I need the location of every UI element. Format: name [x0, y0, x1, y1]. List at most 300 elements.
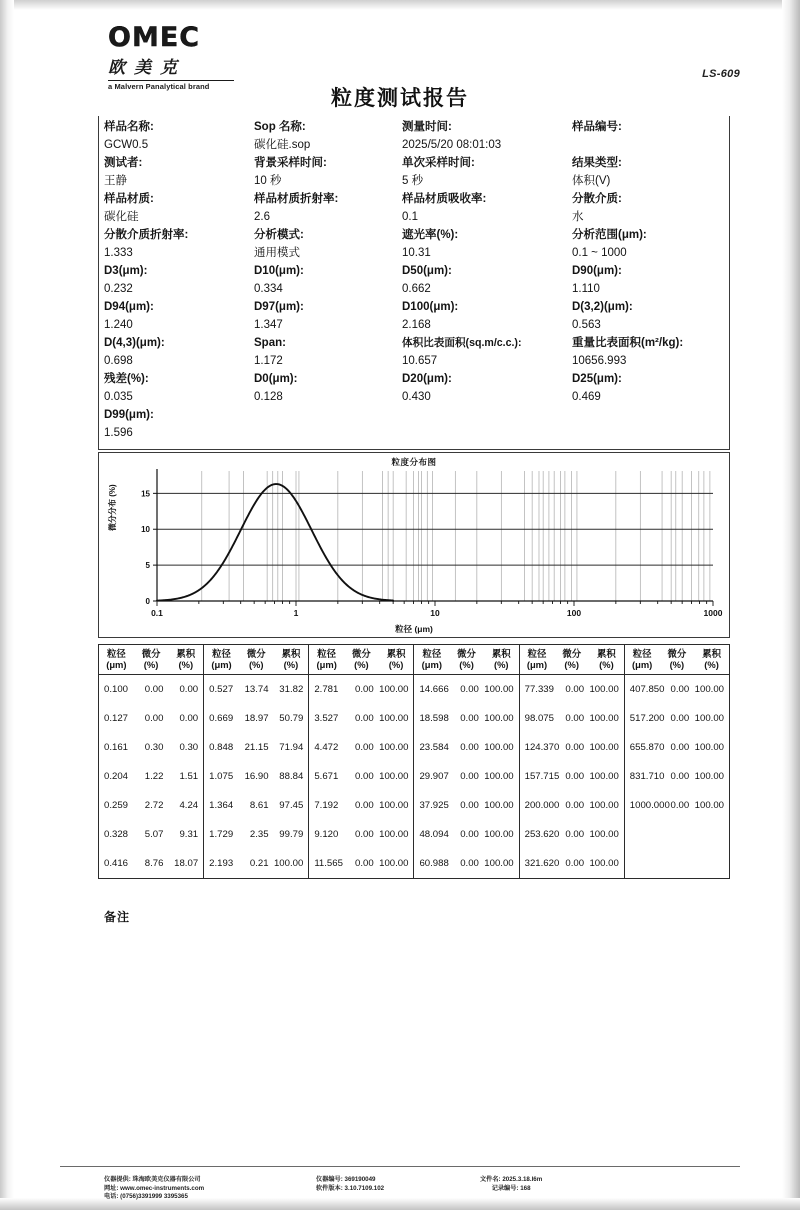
- column-header-text: 粒径: [422, 648, 442, 659]
- cell-size: 23.584: [414, 733, 449, 762]
- column-header-unit: (μm): [316, 659, 337, 670]
- cell-cumulative: 0.30: [179, 742, 199, 753]
- cell-differential: 0.00: [460, 771, 479, 782]
- info-value: 1.110: [572, 283, 600, 295]
- info-label: D0(μm):: [254, 373, 298, 385]
- cell-cumulative: 100.00: [589, 742, 619, 753]
- cell-cumulative: [694, 820, 729, 849]
- info-value: 10656.993: [572, 355, 627, 367]
- info-label: D97(μm):: [254, 301, 304, 313]
- cell-differential: 0.00: [670, 742, 690, 753]
- info-value: 水: [572, 211, 584, 223]
- column-header-text: 微分: [457, 648, 476, 659]
- cell-differential: 0.00: [565, 829, 585, 840]
- cell-cumulative: 100.00: [589, 771, 619, 782]
- info-value: 2.168: [402, 319, 431, 331]
- column-header: [134, 645, 169, 675]
- footer-divider: [60, 1166, 740, 1167]
- column-header-text: 粒径: [212, 648, 231, 659]
- info-value: 10.657: [402, 355, 438, 367]
- cell-differential: 0.00: [355, 713, 374, 724]
- info-value: 0.430: [402, 391, 431, 403]
- info-label: D100(μm):: [402, 301, 459, 313]
- column-header-unit: (%): [564, 659, 579, 670]
- info-label: 单次采样时间:: [402, 157, 475, 169]
- cell-differential: 0.00: [460, 684, 479, 695]
- cell-size: 7.192: [309, 791, 344, 820]
- info-cell: [402, 118, 572, 154]
- info-value: 0.1: [402, 211, 418, 223]
- cell-cumulative: 100.00: [379, 771, 409, 782]
- cell-size: 0.127: [104, 713, 129, 724]
- cell-size: 0.669: [204, 704, 239, 733]
- column-header-unit: (μm): [211, 659, 232, 670]
- footer-phone: 电话: (0756)3391999 3395365: [104, 1193, 188, 1201]
- column-header: [309, 645, 344, 675]
- chart-x-tick-label: 1000: [703, 608, 723, 618]
- company-logo: [108, 24, 308, 91]
- info-cell: [572, 190, 728, 226]
- cell-differential: 0.00: [670, 684, 690, 695]
- cell-cumulative: 100.00: [589, 684, 619, 695]
- cell-cumulative: 100.00: [589, 800, 619, 811]
- cell-cumulative: 100.00: [379, 742, 409, 753]
- info-label: 分析模式:: [254, 229, 304, 241]
- footer-software-version: 软件版本: 3.10.7109.102: [316, 1184, 385, 1192]
- paper-edge-top: [0, 0, 800, 10]
- cell-differential: 0.30: [144, 742, 164, 753]
- info-label: D3(μm):: [104, 265, 148, 277]
- cell-size: 0.259: [104, 800, 129, 811]
- info-value: 1.596: [104, 427, 133, 439]
- cell-differential: 0.00: [670, 713, 690, 724]
- info-value: 通用模式: [254, 247, 300, 259]
- info-cell: [254, 334, 402, 370]
- column-header-text: 累积: [176, 648, 196, 659]
- cell-size: 0.161: [104, 742, 129, 753]
- info-value: 0.334: [254, 283, 283, 295]
- info-label: [402, 406, 570, 424]
- cell-size: 200.000: [519, 791, 554, 820]
- info-label: D90(μm):: [572, 265, 622, 277]
- column-header-unit: (%): [493, 659, 509, 670]
- cell-cumulative: 100.00: [484, 713, 514, 724]
- info-value: [572, 424, 726, 442]
- cell-differential: 21.15: [244, 742, 269, 753]
- cell-cumulative: 100.00: [589, 858, 619, 869]
- info-value: 10.31: [402, 247, 431, 259]
- info-cell: [402, 154, 572, 190]
- info-label: 背景采样时间:: [254, 157, 327, 169]
- info-label: 样品材质折射率:: [254, 193, 339, 205]
- info-label: 测试者:: [104, 157, 143, 169]
- cell-size: 831.710: [624, 762, 659, 791]
- cell-size: 0.416: [104, 858, 129, 869]
- chart-x-tick-label: 100: [566, 608, 582, 618]
- cell-size: 9.120: [309, 820, 344, 849]
- column-header: [344, 645, 379, 675]
- column-header: [239, 645, 274, 675]
- info-value: 0.232: [104, 283, 133, 295]
- cell-size: 2.781: [309, 675, 344, 705]
- cell-cumulative: [694, 849, 729, 879]
- info-label: D(3,2)(μm):: [572, 301, 633, 313]
- cell-size: 0.100: [104, 684, 129, 695]
- cell-cumulative: 100.00: [379, 713, 409, 724]
- cell-cumulative: 100.00: [273, 858, 304, 869]
- cell-size: 48.094: [414, 820, 449, 849]
- info-cell: [402, 226, 572, 262]
- chart-x-tick-label: 1: [293, 608, 299, 618]
- cell-differential: 8.76: [144, 858, 164, 869]
- cell-cumulative: 100.00: [484, 742, 514, 753]
- cell-cumulative: 100.00: [379, 800, 409, 811]
- column-header: [484, 645, 519, 675]
- column-header-text: 微分: [352, 648, 371, 659]
- info-value: 2025/5/20 08:01:03: [402, 139, 502, 151]
- info-cell: [104, 226, 254, 262]
- info-label: 重量比表面积(m²/kg):: [572, 337, 684, 349]
- column-header-unit: (%): [388, 659, 404, 670]
- distribution-table-wrap: [98, 644, 730, 879]
- info-cell: [104, 334, 254, 370]
- column-header: [449, 645, 484, 675]
- info-value: 10 秒: [254, 175, 282, 187]
- footer-company-info: [104, 1176, 204, 1202]
- column-header-text: 微分: [141, 648, 161, 659]
- cell-differential: 0.00: [460, 858, 479, 869]
- info-label: D25(μm):: [572, 373, 622, 385]
- cell-size: 2.193: [204, 849, 239, 879]
- cell-differential: 0.00: [355, 771, 374, 782]
- info-cell: [254, 190, 402, 226]
- cell-cumulative: 100.00: [589, 829, 619, 840]
- info-cell: [104, 154, 254, 190]
- cell-differential: 0.00: [670, 800, 690, 811]
- info-cell: [254, 370, 402, 406]
- cell-cumulative: 100.00: [694, 800, 724, 811]
- cell-size: 11.565: [309, 849, 344, 879]
- info-value: 0.1 ~ 1000: [572, 247, 627, 259]
- column-header-text: 微分: [667, 648, 687, 659]
- cell-size: [624, 820, 659, 849]
- column-header-text: 微分: [246, 648, 266, 659]
- info-value: 1.333: [104, 247, 133, 259]
- cell-size: 253.620: [519, 820, 554, 849]
- info-value: 1.172: [254, 355, 283, 367]
- info-value: [402, 424, 570, 442]
- cell-differential: 18.97: [244, 713, 269, 724]
- info-cell: [572, 334, 728, 370]
- info-label: Span:: [254, 337, 286, 349]
- column-header: [660, 645, 695, 675]
- info-value: 碳化硅.sop: [254, 139, 311, 151]
- info-value: 0.563: [572, 319, 601, 331]
- cell-size: 5.671: [309, 762, 344, 791]
- cell-cumulative: 100.00: [484, 858, 514, 869]
- cell-size: 37.925: [414, 791, 449, 820]
- footer-instrument-number: 仪器编号: 369190049: [316, 1176, 376, 1183]
- cell-size: 14.666: [414, 675, 449, 705]
- cell-cumulative: 100.00: [379, 858, 409, 869]
- info-cell: [402, 334, 572, 370]
- column-header-unit: (%): [459, 659, 474, 670]
- cell-size: 29.907: [414, 762, 449, 791]
- footer-provider: 仪器提供: 珠海欧美克仪器有限公司: [104, 1176, 201, 1183]
- cell-size: 655.870: [624, 733, 659, 762]
- paper-edge-right: [782, 0, 800, 1210]
- cell-cumulative: 88.84: [279, 771, 304, 782]
- column-header: [99, 645, 134, 675]
- column-header-unit: (%): [599, 659, 614, 670]
- paper-edge-left: [0, 0, 14, 1210]
- cell-size: 1000.000: [624, 791, 659, 820]
- info-cell: [104, 190, 254, 226]
- cell-differential: 0.00: [670, 771, 690, 782]
- info-value: 王静: [104, 175, 127, 187]
- info-cell: [402, 262, 572, 298]
- info-value: GCW0.5: [104, 139, 149, 151]
- info-cell: [572, 406, 728, 442]
- cell-differential: 0.00: [460, 713, 479, 724]
- info-value: 0.662: [402, 283, 431, 295]
- cell-size: 18.598: [414, 704, 449, 733]
- info-cell: [572, 226, 728, 262]
- info-label: 样品材质:: [104, 193, 154, 205]
- info-value: 5 秒: [402, 175, 424, 187]
- info-cell: [402, 406, 572, 442]
- cell-size: 3.527: [309, 704, 344, 733]
- cell-differential: 0.00: [460, 829, 479, 840]
- cell-size: 1.729: [204, 820, 239, 849]
- column-header: [204, 645, 239, 675]
- chart-y-tick-label: 10: [141, 525, 150, 535]
- cell-differential: 0.00: [460, 742, 479, 753]
- logo-wordmark: OMEC: [108, 22, 201, 53]
- cell-cumulative: 100.00: [694, 742, 724, 753]
- info-value: 0.035: [104, 391, 133, 403]
- chart-x-axis-label: 粒径 (μm): [395, 624, 433, 634]
- chart-y-tick-label: 15: [141, 489, 150, 499]
- info-value: 1.347: [254, 319, 283, 331]
- cell-cumulative: 100.00: [694, 771, 724, 782]
- cell-differential: 5.07: [144, 829, 164, 840]
- info-label: 测量时间:: [402, 121, 452, 133]
- column-header-text: 累积: [281, 648, 301, 659]
- cell-size: 1.364: [204, 791, 239, 820]
- column-header: [589, 645, 624, 675]
- cell-size: 157.715: [519, 762, 554, 791]
- column-header-unit: (μm): [526, 659, 548, 670]
- column-header-text: 累积: [386, 648, 406, 659]
- info-value: 2.6: [254, 211, 270, 223]
- info-value: 体积(V): [572, 175, 611, 187]
- info-label: D94(μm):: [104, 301, 154, 313]
- table-row: [99, 820, 730, 849]
- info-label: 样品编号:: [572, 121, 622, 133]
- cell-size: 517.200: [624, 704, 659, 733]
- table-row: [99, 675, 730, 705]
- info-value: [254, 424, 400, 442]
- logo-chinese-name: 欧美克: [108, 58, 186, 77]
- table-row: [99, 704, 730, 733]
- info-cell: [572, 154, 728, 190]
- table-row: [99, 849, 730, 879]
- info-cell: [402, 370, 572, 406]
- cell-differential: 0.00: [565, 684, 585, 695]
- cell-cumulative: 0.00: [179, 713, 199, 724]
- cell-differential: 0.00: [565, 858, 585, 869]
- footer-file-info: [480, 1176, 542, 1193]
- table-row: [99, 733, 730, 762]
- cell-differential: 0.00: [565, 800, 585, 811]
- info-cell: [572, 298, 728, 334]
- column-header-unit: (μm): [421, 659, 442, 670]
- info-label: D50(μm):: [402, 265, 452, 277]
- chart-title: 粒度分布图: [391, 457, 437, 467]
- column-header-text: 累积: [597, 648, 616, 659]
- info-cell: [254, 154, 402, 190]
- cell-differential: 16.90: [244, 771, 269, 782]
- cell-cumulative: 100.00: [694, 713, 724, 724]
- sample-info-grid: [104, 118, 728, 442]
- info-label: 体积比表面积(sq.m/c.c.):: [402, 337, 522, 349]
- cell-size: 4.472: [309, 733, 344, 762]
- cell-cumulative: 50.79: [279, 713, 304, 724]
- cell-differential: 8.61: [249, 800, 269, 811]
- info-label: D10(μm):: [254, 265, 304, 277]
- column-header-unit: (μm): [631, 659, 653, 670]
- cell-differential: 0.00: [144, 684, 164, 695]
- cell-cumulative: 1.51: [179, 771, 199, 782]
- chart-y-tick-label: 5: [145, 561, 150, 571]
- info-value: 碳化硅: [104, 211, 139, 223]
- chart-x-tick-label: 0.1: [151, 608, 163, 618]
- column-header-unit: (%): [248, 659, 264, 670]
- info-cell: [572, 118, 728, 154]
- info-cell: [254, 298, 402, 334]
- column-header-text: 粒径: [106, 648, 126, 659]
- column-header: [168, 645, 203, 675]
- info-cell: [572, 262, 728, 298]
- column-header-text: 粒径: [527, 648, 547, 659]
- footer-record-number: 记录编号: 168: [491, 1184, 531, 1192]
- cell-size: 124.370: [519, 733, 554, 762]
- cell-cumulative: 100.00: [484, 829, 514, 840]
- info-cell: [104, 370, 254, 406]
- table-row: [99, 762, 730, 791]
- column-header-unit: (%): [143, 659, 159, 670]
- info-cell: [402, 190, 572, 226]
- cell-cumulative: 9.31: [179, 829, 199, 840]
- footer-file-name: 文件名: 2025.3.18.l6m: [480, 1176, 543, 1183]
- cell-differential: 0.00: [355, 800, 374, 811]
- cell-size: 0.204: [104, 771, 129, 782]
- cell-size: 0.848: [204, 733, 239, 762]
- cell-cumulative: 0.00: [179, 684, 199, 695]
- column-header-unit: (%): [669, 659, 685, 670]
- column-header-text: 累积: [702, 648, 721, 659]
- info-label: [254, 406, 400, 424]
- cell-cumulative: 100.00: [484, 771, 514, 782]
- column-header: [274, 645, 309, 675]
- chart-x-tick-label: 10: [430, 608, 440, 618]
- cell-cumulative: 31.82: [279, 684, 304, 695]
- column-header: [414, 645, 449, 675]
- cell-size: 60.988: [414, 849, 449, 879]
- info-label: D(4,3)(μm):: [104, 337, 165, 349]
- cell-differential: 0.00: [565, 742, 585, 753]
- cell-differential: 0.00: [355, 742, 374, 753]
- info-cell: [104, 262, 254, 298]
- column-header-unit: (%): [283, 659, 299, 670]
- cell-differential: 0.00: [355, 858, 374, 869]
- info-cell: [254, 118, 402, 154]
- info-label: D20(μm):: [402, 373, 452, 385]
- info-label: 样品材质吸收率:: [402, 193, 487, 205]
- cell-size: 0.328: [104, 829, 129, 840]
- column-header: [379, 645, 414, 675]
- info-cell: [254, 406, 402, 442]
- cell-cumulative: 100.00: [484, 684, 514, 695]
- cell-differential: 0.00: [565, 771, 585, 782]
- cell-differential: 0.00: [355, 684, 374, 695]
- cell-differential: 2.72: [144, 800, 164, 811]
- column-header: [624, 645, 659, 675]
- cell-cumulative: 100.00: [379, 684, 409, 695]
- cell-cumulative: 100.00: [589, 713, 619, 724]
- column-header-text: 微分: [562, 648, 582, 659]
- document-code: LS-609: [702, 68, 740, 80]
- cell-differential: 0.00: [144, 713, 164, 724]
- cell-differential: [660, 849, 695, 879]
- info-cell: [572, 370, 728, 406]
- info-label: D99(μm):: [104, 409, 154, 421]
- info-value: 1.240: [104, 319, 133, 331]
- cell-size: 1.075: [204, 762, 239, 791]
- chart-y-axis-label: 微分分布 (%): [108, 484, 117, 531]
- page-title: 粒度测试报告: [331, 87, 469, 110]
- info-label: Sop 名称:: [254, 121, 306, 133]
- column-header: [694, 645, 729, 675]
- cell-cumulative: 100.00: [484, 800, 514, 811]
- column-header-text: 粒径: [632, 648, 652, 659]
- info-label: 残差(%):: [104, 373, 149, 385]
- cell-cumulative: 97.45: [279, 800, 304, 811]
- column-header-unit: (%): [354, 659, 369, 670]
- cell-size: [624, 849, 659, 879]
- cell-differential: 0.00: [460, 800, 479, 811]
- column-header-unit: (%): [704, 659, 719, 670]
- cell-differential: 0.00: [565, 713, 585, 724]
- cell-differential: 2.35: [249, 829, 269, 840]
- footer-website: 网址: www.omec-instruments.com: [104, 1184, 205, 1192]
- info-label: 遮光率(%):: [402, 229, 459, 241]
- info-label: [572, 406, 726, 424]
- info-label: 分散介质:: [572, 193, 622, 205]
- cell-differential: 13.74: [244, 684, 269, 695]
- remark-label: 备注: [104, 910, 131, 924]
- info-cell: [254, 226, 402, 262]
- cell-size: 98.075: [519, 704, 554, 733]
- info-value: 0.469: [572, 391, 601, 403]
- info-cell: [104, 298, 254, 334]
- distribution-chart: [98, 452, 730, 638]
- footer-instrument-info: [316, 1176, 384, 1193]
- cell-size: 407.850: [624, 675, 659, 705]
- cell-differential: 1.22: [144, 771, 164, 782]
- cell-cumulative: 100.00: [694, 684, 724, 695]
